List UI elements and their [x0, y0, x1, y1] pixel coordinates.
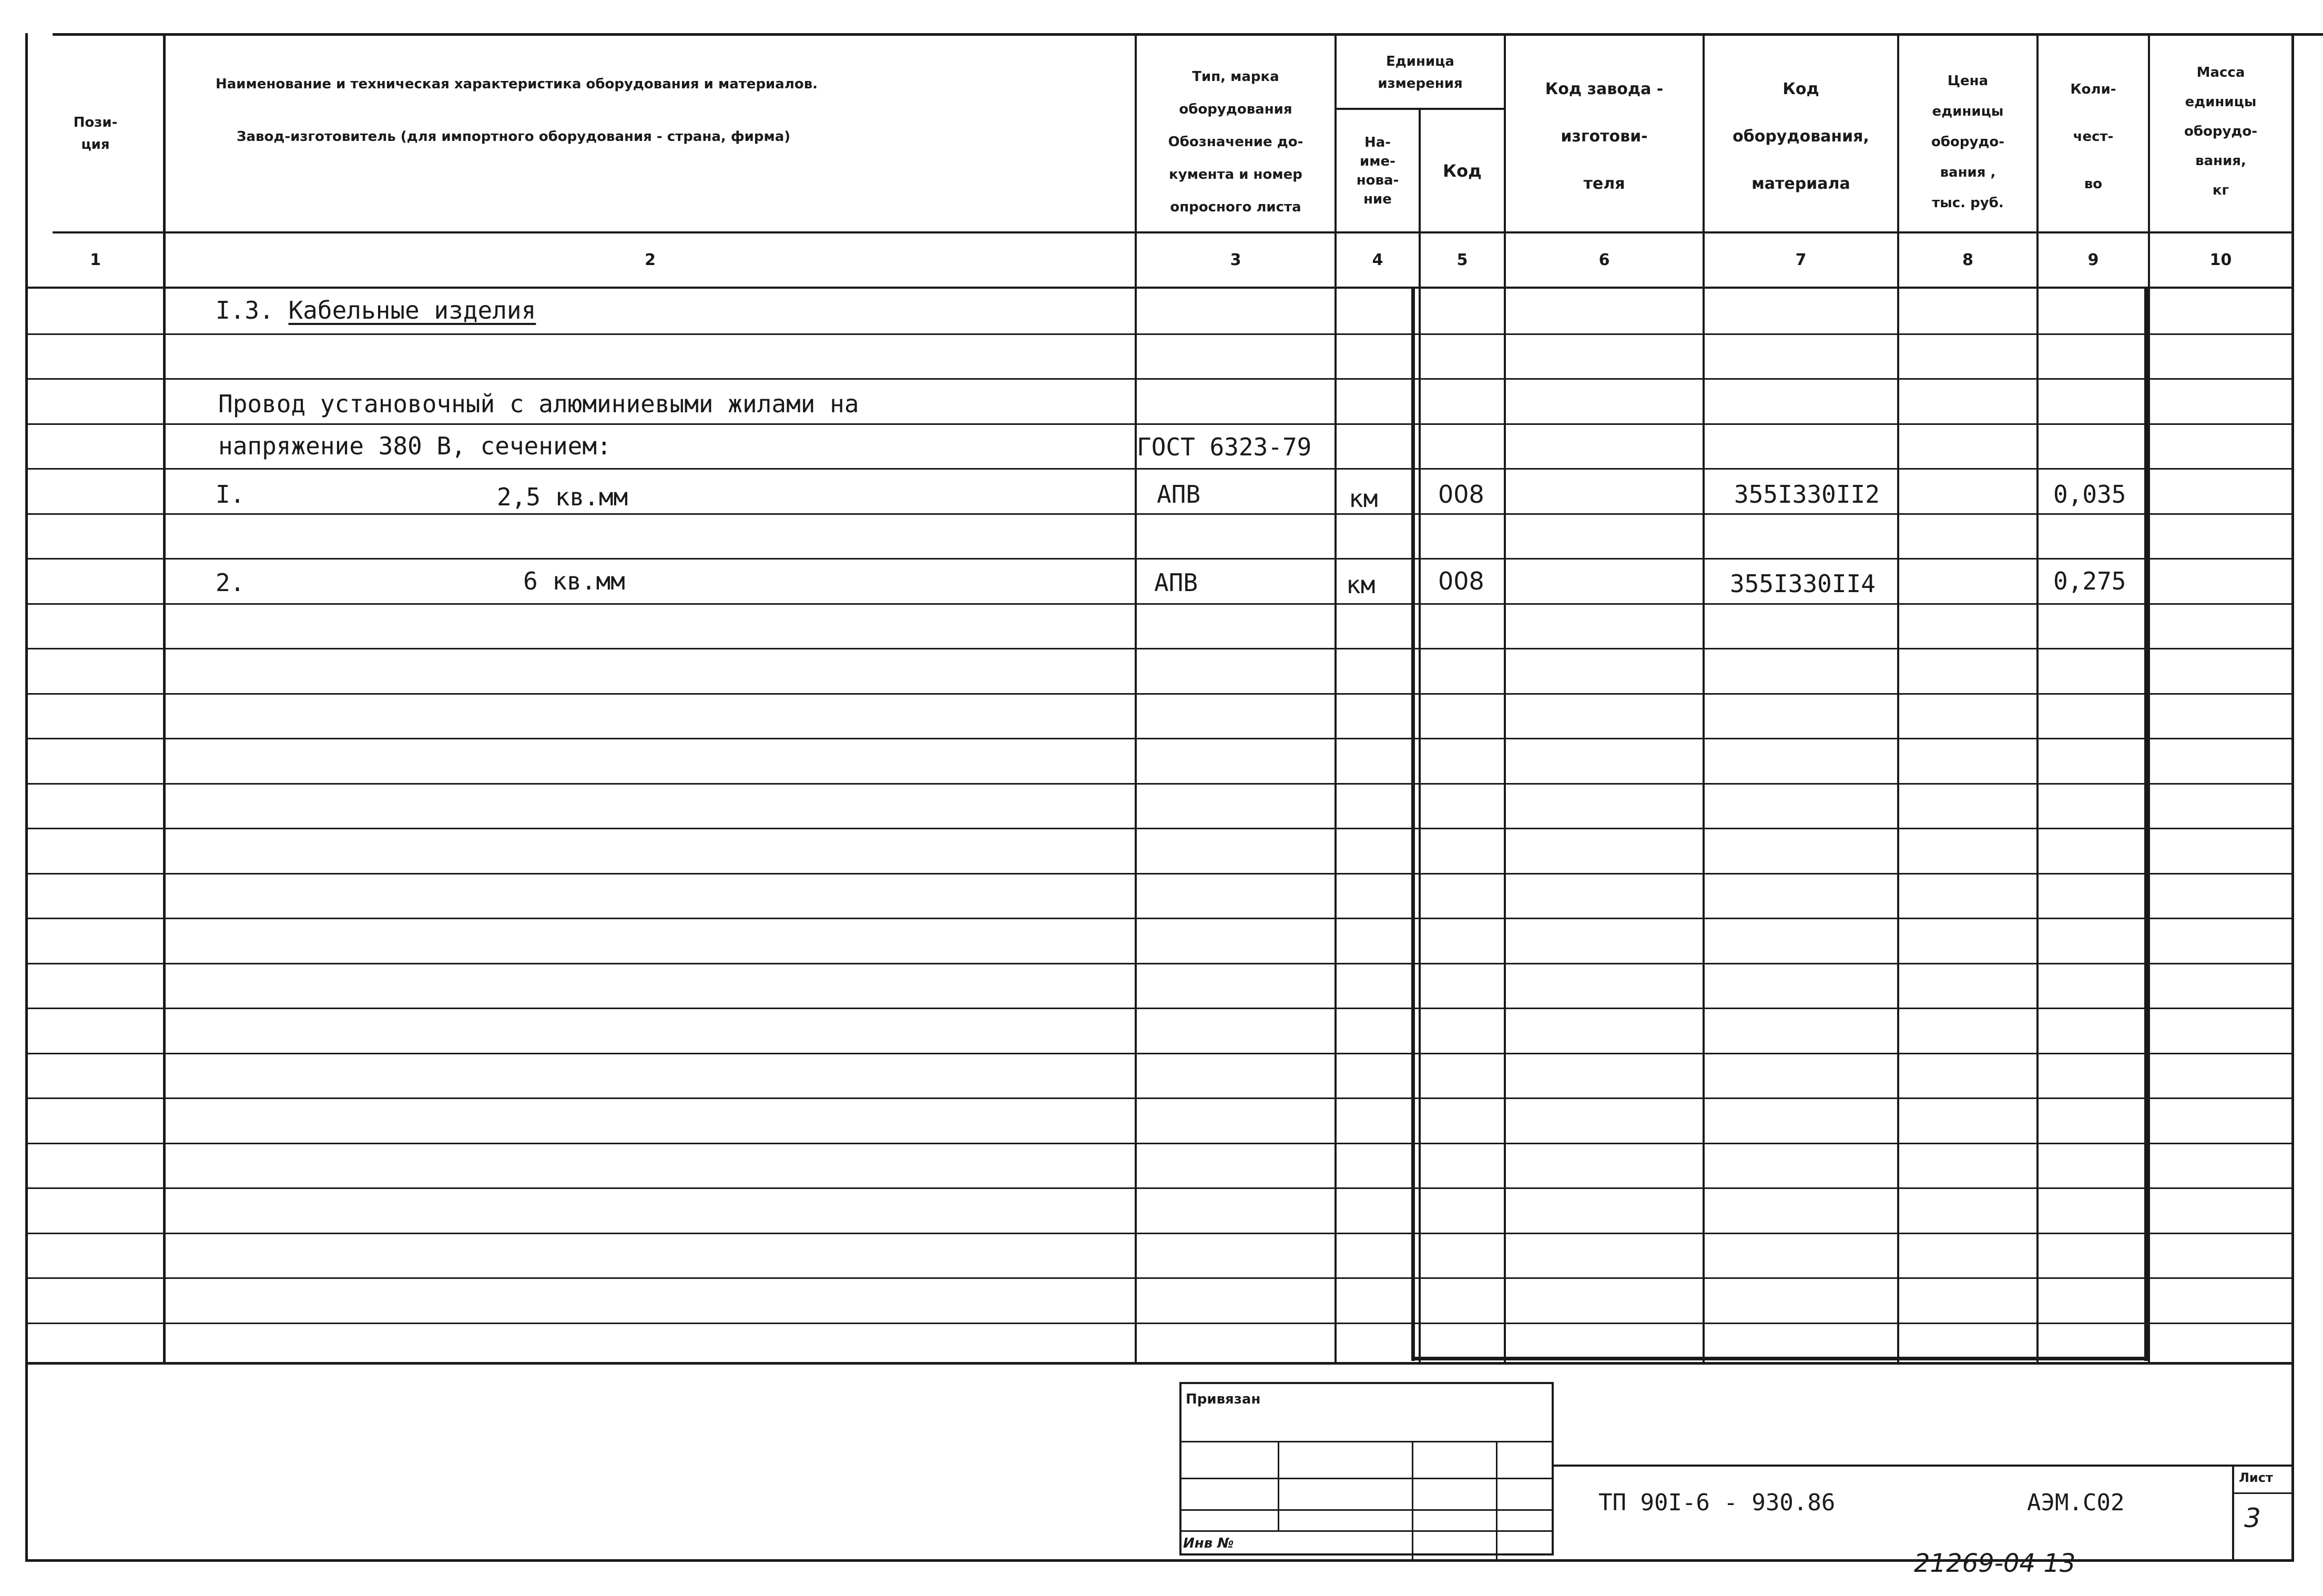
item-1-mark: АПВ: [1157, 480, 1201, 509]
col-divider-4: [1419, 109, 1421, 1364]
item-2-mark: АПВ: [1154, 568, 1198, 597]
column-number-3: 3: [1230, 250, 1241, 269]
header-mass-line2: единицы: [2185, 94, 2257, 110]
header-equipment-code-line2: оборудования,: [1733, 127, 1869, 146]
header-unit-group: [1337, 37, 1504, 108]
header-price: [1899, 58, 2036, 226]
header-price-line5: тыс. руб.: [1932, 195, 2004, 211]
column-number-4: 4: [1372, 250, 1383, 269]
col-divider-2: [1135, 33, 1137, 1364]
item-2-equipment-code: 355I330II4: [1730, 570, 1876, 598]
header-manufacturer-code: [1506, 63, 1703, 210]
table-row-line: [26, 783, 2291, 785]
stamp-sheet-number: 3: [2244, 1503, 2261, 1533]
col-divider-1: [163, 33, 166, 1364]
item-1-position: I.: [216, 480, 245, 509]
header-mass-line3: оборудо-: [2184, 124, 2258, 139]
table-row-line: [26, 738, 2291, 739]
table-row-line: [26, 558, 2291, 560]
column-number-8: 8: [1962, 250, 1973, 269]
header-quantity-line1: Коли-: [2070, 82, 2116, 97]
item-2-position: 2.: [216, 568, 245, 597]
header-equipment-code-line1: Код: [1782, 80, 1819, 98]
handwritten-number: 21269-04 13: [1914, 1549, 2076, 1578]
stamp-row-line-4: [1179, 1530, 1554, 1532]
col-divider-9: [2148, 33, 2150, 1364]
header-position-line2: ция: [81, 137, 110, 153]
header-price-line3: оборудо-: [1931, 134, 2005, 150]
table-row-line: [26, 603, 2291, 605]
column-number-7: 7: [1795, 250, 1807, 269]
stamp-col-line-2: [1412, 1441, 1413, 1559]
wire-standard: ГОСТ 6323-79: [1137, 433, 1312, 461]
item-2-unit-code: 008: [1438, 567, 1484, 595]
header-position: [28, 36, 163, 231]
item-1-size: 2,5 кв.мм: [497, 483, 628, 511]
header-position-line1: Пози-: [73, 115, 118, 130]
header-quantity: [2039, 63, 2148, 210]
table-row-line: [26, 1233, 2291, 1234]
table-row-line: [26, 1323, 2291, 1324]
header-manufacturer-code-line2: изготови-: [1561, 127, 1648, 146]
column-number-6: 6: [1598, 250, 1610, 269]
header-unit-name-line2: име-: [1360, 154, 1395, 169]
col-divider-7: [1897, 33, 1899, 1364]
header-equipment-code: [1705, 63, 1897, 210]
table-row-line: [26, 1097, 2291, 1099]
header-quantity-line3: во: [2084, 176, 2103, 192]
header-manufacturer-code-line1: Код завода -: [1545, 80, 1664, 98]
header-description-line1: Наименование и техническая характеристика оборудования и материалов.: [216, 76, 818, 92]
table-row-line: [26, 1053, 2291, 1054]
stamp-row-line-3: [1179, 1509, 1554, 1511]
block-bottom: [1411, 1357, 2148, 1360]
header-type-line5: опросного листа: [1170, 199, 1301, 215]
stamp-doc-mark: АЭМ.С02: [2027, 1489, 2125, 1516]
header-mass-line5: кг: [2212, 182, 2229, 198]
stamp-sheet-label: Лист: [2239, 1470, 2273, 1485]
item-2-unit: км: [1346, 571, 1376, 599]
item-1-equipment-code: 355I330II2: [1734, 480, 1880, 509]
item-2-size: 6 кв.мм: [523, 567, 625, 595]
table-row-line: [26, 693, 2291, 695]
header-unit-group-line1: Единица: [1386, 53, 1454, 69]
col-divider-6: [1703, 33, 1705, 1364]
block-left: [1411, 288, 1415, 1361]
block-right: [2144, 288, 2148, 1361]
stamp-row-line-2: [1179, 1478, 1554, 1479]
table-row-line: [26, 963, 2291, 964]
stamp-attached-box: [1179, 1382, 1554, 1556]
header-price-line2: единицы: [1932, 104, 2004, 119]
stamp-sheet-left: [2232, 1465, 2234, 1561]
header-unit-name-line4: ние: [1363, 191, 1392, 207]
table-row-line: [26, 1277, 2291, 1279]
header-mass-line4: вания,: [2195, 153, 2246, 169]
table-row-line: [26, 468, 2291, 470]
header-unit-code: [1421, 110, 1504, 231]
table-row-line: [26, 1143, 2291, 1144]
table-row-line: [26, 1008, 2291, 1009]
stamp-main-top: [1554, 1465, 2293, 1467]
header-price-line4: вания ,: [1940, 165, 1996, 180]
header-unit-group-line2: измерения: [1378, 75, 1463, 92]
header-unit-name-line1: На-: [1364, 135, 1391, 150]
column-number-5: 5: [1456, 250, 1468, 269]
col-divider-3: [1334, 33, 1337, 1364]
header-unit-code-label: Код: [1443, 161, 1482, 181]
table-bottom-line: [26, 1362, 2291, 1365]
table-row-line: [26, 513, 2291, 515]
section-title: Кабельные изделия: [288, 296, 536, 324]
numbers-bottom-line: [26, 287, 2291, 289]
column-number-1: 1: [90, 250, 101, 269]
item-1-unit-code: 008: [1438, 480, 1484, 509]
stamp-col-line-1: [1278, 1441, 1279, 1530]
stamp-col-line-3: [1496, 1441, 1497, 1559]
section-heading: [216, 294, 536, 326]
stamp-doc-code: ТП 90I-6 - 930.86: [1598, 1489, 1836, 1516]
frame-top: [53, 33, 2323, 36]
column-number-2: 2: [645, 250, 656, 269]
column-number-10: 10: [2209, 250, 2232, 269]
section-number: I.3.: [216, 296, 274, 324]
column-number-9: 9: [2087, 250, 2099, 269]
col-divider-5: [1504, 33, 1506, 1364]
stamp-inv-label: Инв №: [1183, 1536, 1234, 1551]
frame-right: [2291, 33, 2294, 1562]
header-type-line4: кумента и номер: [1169, 167, 1302, 182]
stamp-attached-label: Привязан: [1186, 1391, 1261, 1407]
header-quantity-line2: чест-: [2073, 129, 2114, 145]
unit-group-divider: [1334, 108, 1504, 110]
header-unit-name: [1337, 110, 1419, 231]
header-description: [216, 68, 1109, 153]
header-mass: [2150, 53, 2291, 210]
table-row-line: [26, 873, 2291, 875]
table-row-line: [26, 423, 2291, 425]
table-row-line: [26, 1187, 2291, 1189]
header-type-line3: Обозначение до-: [1168, 134, 1303, 150]
stamp-row-line-1: [1179, 1441, 1554, 1442]
table-row-line: [26, 648, 2291, 649]
item-2-quantity: 0,275: [2053, 567, 2126, 595]
header-description-line2: Завод-изготовитель (для импортного оборудования - страна, фирма): [237, 129, 791, 145]
stamp-sheet-divider: [2232, 1492, 2293, 1494]
table-row-line: [26, 828, 2291, 829]
table-row-line: [26, 378, 2291, 380]
item-1-quantity: 0,035: [2053, 480, 2126, 509]
col-divider-8: [2036, 33, 2039, 1364]
table-row-line: [26, 333, 2291, 335]
header-type-line1: Тип, марка: [1192, 69, 1279, 85]
table-row-line: [26, 918, 2291, 919]
header-type-line2: оборудования: [1179, 101, 1292, 117]
wire-description-line1: Провод установочный с алюминиевыми жилами на: [218, 390, 859, 418]
header-mass-line1: Масса: [2196, 65, 2245, 80]
item-1-unit: км: [1349, 484, 1378, 513]
header-equipment-code-line3: материала: [1751, 175, 1850, 193]
header-type: [1137, 53, 1334, 231]
header-price-line1: Цена: [1947, 73, 1989, 89]
header-manufacturer-code-line3: теля: [1583, 175, 1625, 193]
wire-description-line2: напряжение 380 В, сечением:: [218, 432, 612, 460]
header-unit-name-line3: нова-: [1356, 172, 1399, 188]
